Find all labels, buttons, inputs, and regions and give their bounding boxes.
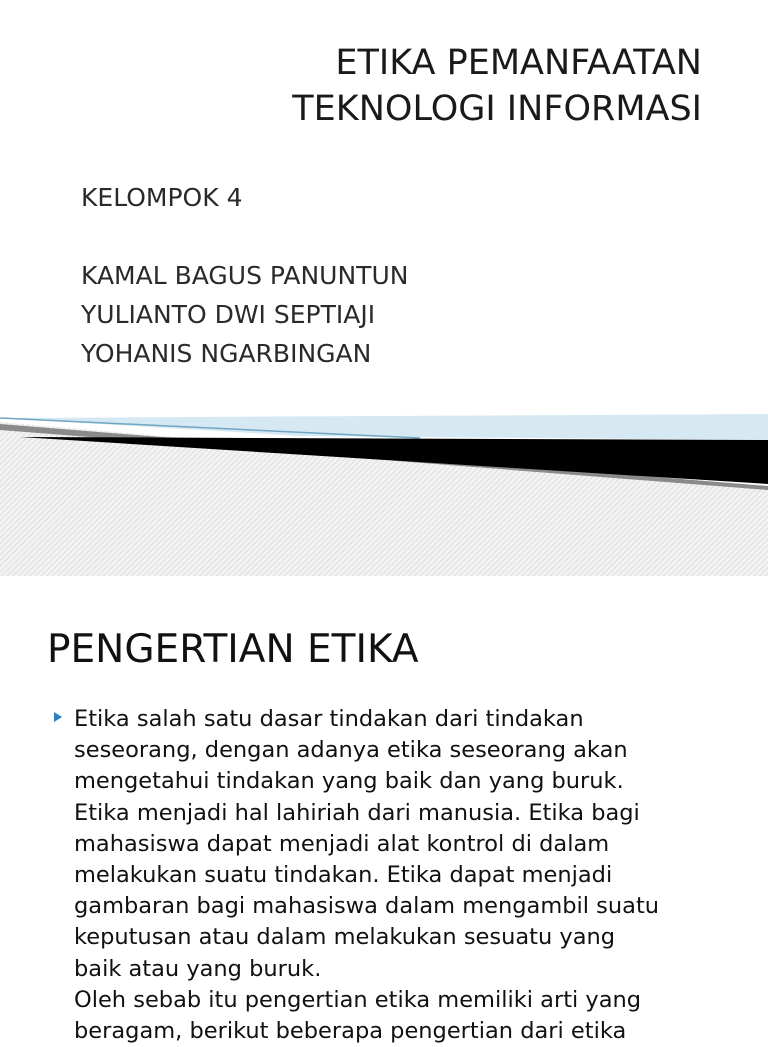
body-line: mengetahui tindakan yang baik dan yang buruk. [74,768,624,795]
slide-title-text [292,40,702,132]
bullet-text [74,704,734,1047]
body-line: Oleh sebab itu pengertian etika memiliki arti yang [74,986,642,1013]
member-2: YULIANTO DWI SEPTIAJI [81,300,376,329]
body-line: keputusan atau dalam melakukan sesuatu yang [74,924,616,951]
body-line: beragam, berikut beberapa pengertian dari etika [74,1018,627,1045]
body-line: seseorang, dengan adanya etika seseorang akan [74,737,628,764]
member-3: YOHANIS NGARBINGAN [81,339,372,368]
body-line: Etika salah satu dasar tindakan dari tindakan [74,706,584,732]
group-label: KELOMPOK 4 [81,183,243,212]
slide-heading: PENGERTIAN ETIKA [47,627,419,672]
body-line: Etika menjadi hal lahiriah dari manusia. Etika bagi [74,799,640,826]
title-line-1: ETIKA PEMANFAATAN [335,43,702,83]
group-info [81,178,408,373]
title-line-2: TEKNOLOGI INFORMASI [292,89,702,129]
body-line: melakukan suatu tindakan. Etika dapat menjadi [74,862,613,889]
body-line: mahasiswa dapat menjadi alat kontrol di dalam [74,830,610,857]
member-1: KAMAL BAGUS PANUNTUN [81,261,409,290]
body-line: baik atau yang buruk. [74,955,322,982]
slide-definition [0,576,768,1045]
triangle-bullet-icon [54,712,62,722]
body-line: gambaran bagi mahasiswa dalam mengambil suatu [74,893,660,920]
